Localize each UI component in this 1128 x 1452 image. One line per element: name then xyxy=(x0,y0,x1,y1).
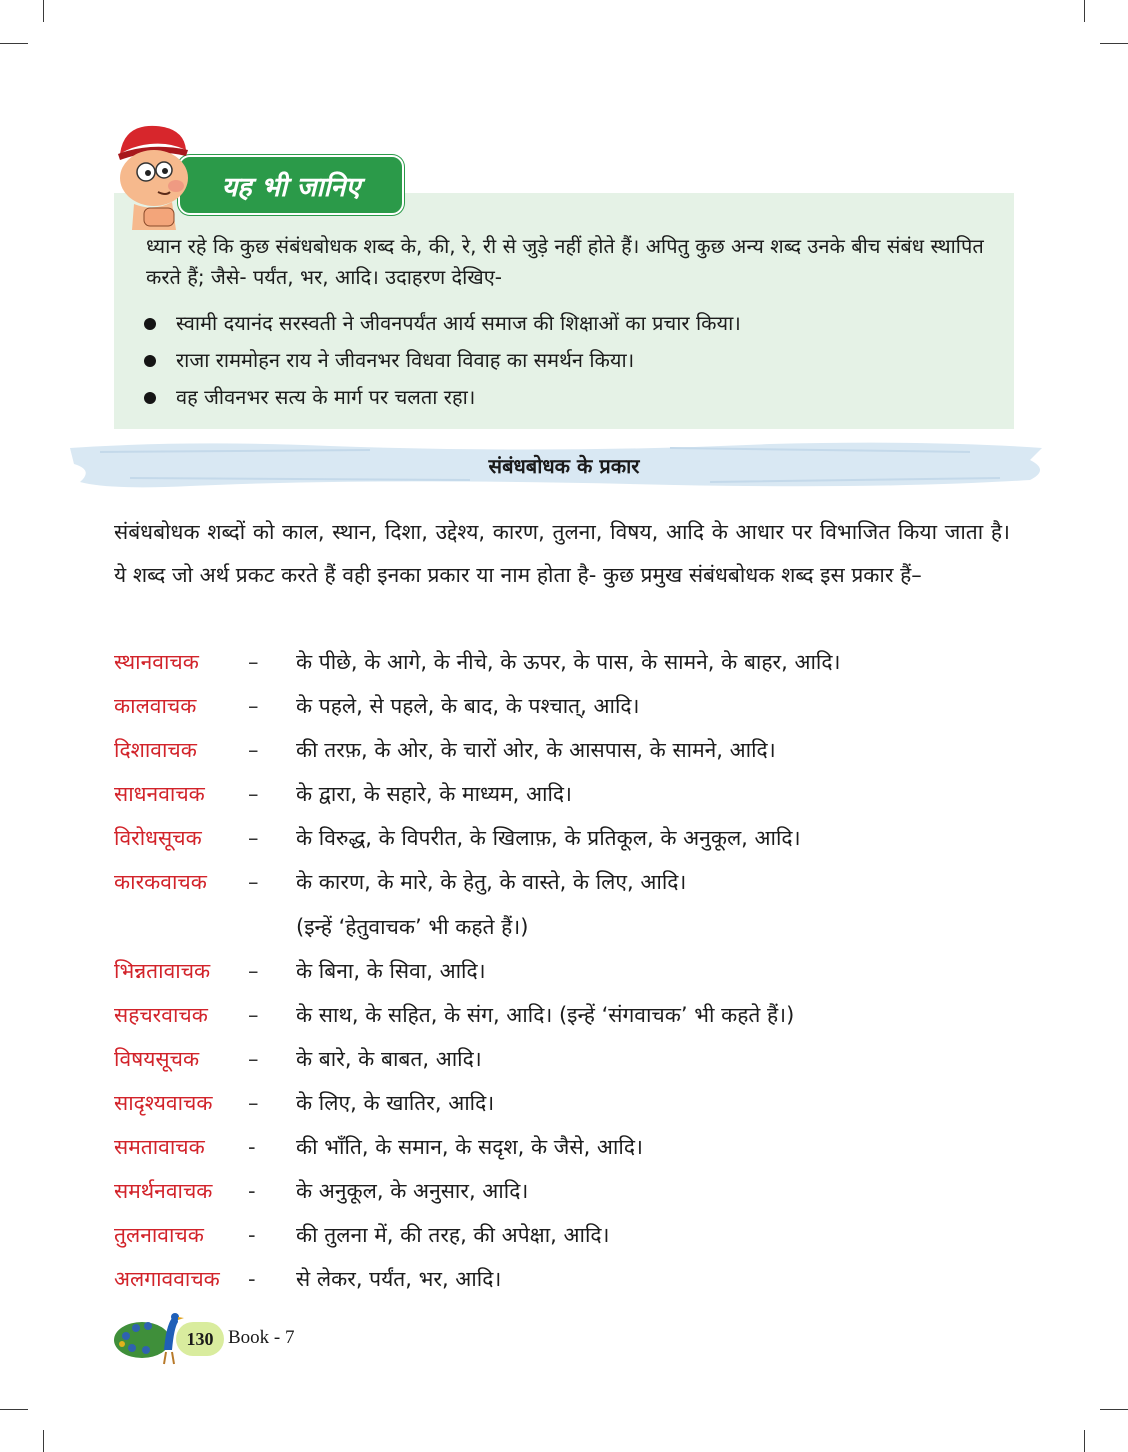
crop-mark xyxy=(1084,0,1085,22)
type-name: सादृश्यवाचक xyxy=(114,1090,213,1115)
bullet-icon xyxy=(144,392,156,404)
type-name: साधनवाचक xyxy=(114,782,205,807)
type-dash: – xyxy=(248,782,259,807)
mascot-boy-icon xyxy=(110,120,202,232)
table-row xyxy=(114,993,1014,1037)
type-dash: - xyxy=(248,1267,256,1292)
bullet-icon xyxy=(144,355,156,367)
type-name: अलगाववाचक xyxy=(114,1267,220,1292)
table-row xyxy=(114,640,1014,684)
type-dash: – xyxy=(248,870,259,895)
book-label: Book - 7 xyxy=(228,1327,295,1348)
type-dash: - xyxy=(248,1135,256,1160)
know-this-box xyxy=(114,193,1014,429)
type-name: समतावाचक xyxy=(114,1135,205,1160)
type-words: के विरुद्ध, के विपरीत, के खिलाफ़, के प्रतिकूल, के अनुकूल, आदि। xyxy=(296,826,801,851)
type-name: विषयसूचक xyxy=(114,1046,200,1071)
type-words: की तुलना में, की तरह, की अपेक्षा, आदि। xyxy=(296,1223,610,1248)
section-paragraph: संबंधबोधक शब्दों को काल, स्थान, दिशा, उद्देश्य, कारण, तुलना, विषय, आदि के आधार पर विभाजित किया जाता है। ये शब्द जो अर्थ प्रकट करते हैं वही इनका प्रकार या नाम होता है- कुछ प्रमुख संबंधबोधक शब्द इस प्रकार हैं– xyxy=(114,520,1010,587)
table-row xyxy=(114,1213,1014,1257)
type-words: के बारे, के बाबत, आदि। xyxy=(296,1046,482,1071)
crop-mark xyxy=(43,0,44,22)
type-name: दिशावाचक xyxy=(114,738,197,763)
types-list xyxy=(114,640,1014,1301)
type-words: की तरफ़, के ओर, के चारों ओर, के आसपास, के सामने, आदि। xyxy=(296,738,776,763)
type-name: समर्थनवाचक xyxy=(114,1179,213,1204)
type-dash: - xyxy=(248,1179,256,1204)
type-words: की भाँति, के समान, के सदृश, के जैसे, आदि। xyxy=(296,1135,643,1160)
type-dash: – xyxy=(248,826,259,851)
type-words: के साथ, के सहित, के संग, आदि। (इन्हें ‘संगवाचक’ भी कहते हैं।) xyxy=(296,1002,795,1027)
list-item: स्वामी दयानंद सरस्वती ने जीवनपर्यंत आर्य समाज की शिक्षाओं का प्रचार किया। xyxy=(142,305,741,342)
list-item: राजा राममोहन राय ने जीवनभर विधवा विवाह का समर्थन किया। xyxy=(142,342,741,379)
type-name: तुलनावाचक xyxy=(114,1223,204,1248)
table-row xyxy=(114,1037,1014,1081)
type-dash: – xyxy=(248,738,259,763)
type-words: के द्वारा, के सहारे, के माध्यम, आदि। xyxy=(296,782,573,807)
crop-mark xyxy=(1100,43,1128,44)
type-name: कालवाचक xyxy=(114,694,197,719)
table-row xyxy=(114,1125,1014,1169)
type-dash: – xyxy=(248,1002,259,1027)
type-dash: – xyxy=(248,694,259,719)
info-paragraph: ध्यान रहे कि कुछ संबंधबोधक शब्द के, की, रे, री से जुड़े नहीं होते हैं। अपितु कुछ अन्य शब्द उनके बीच संबंध स्थापित करते हैं; जैसे- पर्यंत, भर, आदि। उदाहरण देखिए- xyxy=(146,234,984,289)
type-dash: – xyxy=(248,1090,259,1115)
type-name: भिन्नतावाचक xyxy=(114,958,211,983)
type-name: सहचरवाचक xyxy=(114,1002,208,1027)
type-words: के पीछे, के आगे, के नीचे, के ऊपर, के पास, के सामने, के बाहर, आदि। xyxy=(296,650,841,674)
table-row xyxy=(114,905,1014,949)
table-row xyxy=(114,860,1014,904)
table-row xyxy=(114,772,1014,816)
crop-mark xyxy=(1084,1430,1085,1452)
list-item: वह जीवनभर सत्य के मार्ग पर चलता रहा। xyxy=(142,379,741,416)
crop-mark xyxy=(0,43,28,44)
info-bullet-list xyxy=(142,305,741,416)
type-dash: - xyxy=(248,1223,256,1248)
crop-mark xyxy=(43,1430,44,1452)
type-name: स्थानवाचक xyxy=(114,650,199,674)
table-row xyxy=(114,684,1014,728)
type-dash: – xyxy=(248,1046,259,1071)
type-words: के कारण, के मारे, के हेतु, के वास्ते, के लिए, आदि। xyxy=(296,870,687,895)
type-dash: – xyxy=(248,650,259,674)
table-row xyxy=(114,949,1014,993)
table-row xyxy=(114,728,1014,772)
table-row xyxy=(114,1257,1014,1301)
crop-mark xyxy=(1100,1409,1128,1410)
section-title: संबंधबोधक के प्रकार xyxy=(488,454,640,478)
crop-mark xyxy=(0,1409,28,1410)
know-this-heading: यह भी जानिए xyxy=(178,155,404,215)
type-words: के अनुकूल, के अनुसार, आदि। xyxy=(296,1179,529,1204)
type-words: के लिए, के खातिर, आदि। xyxy=(296,1090,495,1115)
type-words: से लेकर, पर्यंत, भर, आदि। xyxy=(296,1267,502,1292)
page-number: 130 xyxy=(176,1322,224,1356)
type-words: के पहले, से पहले, के बाद, के पश्चात्, आदि। xyxy=(296,694,640,719)
type-words: के बिना, के सिवा, आदि। xyxy=(296,958,486,983)
type-name: विरोधसूचक xyxy=(114,826,202,851)
type-dash: – xyxy=(248,958,259,983)
type-words: (इन्हें ‘हेतुवाचक’ भी कहते हैं।) xyxy=(296,914,529,939)
table-row xyxy=(114,1169,1014,1213)
bullet-icon xyxy=(144,318,156,330)
table-row xyxy=(114,1081,1014,1125)
type-name: कारकवाचक xyxy=(114,870,207,895)
table-row xyxy=(114,816,1014,860)
